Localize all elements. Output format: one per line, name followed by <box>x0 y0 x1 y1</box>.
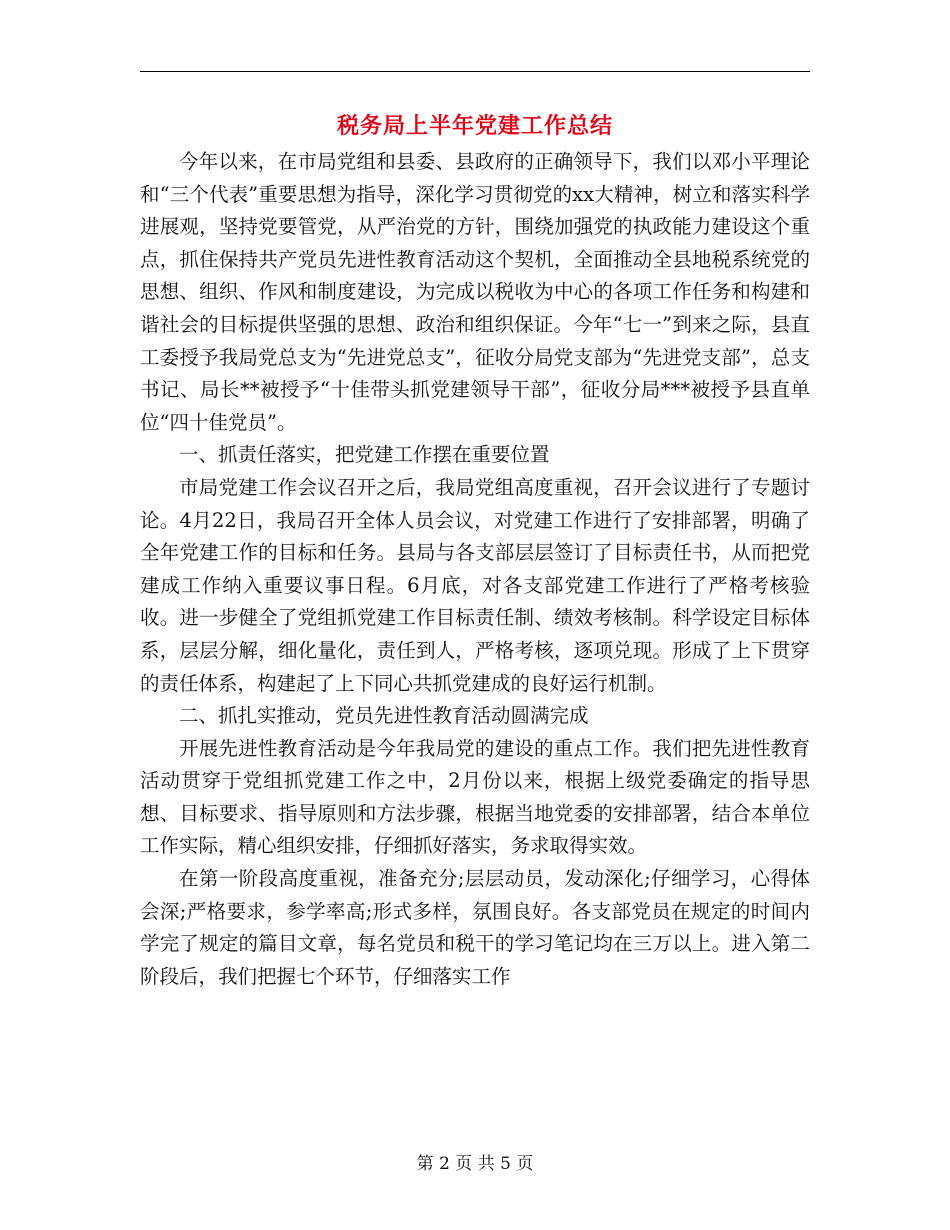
header-rule <box>140 71 810 72</box>
document-body <box>140 146 810 993</box>
section-heading-2: 二、抓扎实推动，党员先进性教育活动圆满完成 <box>179 704 589 728</box>
paragraph-intro: 今年以来，在市局党组和县委、县政府的正确领导下，我们以邓小平理论和“三个代表”重要思想为指导，深化学习贯彻党的xx大精神，树立和落实科学进展观，坚持党要管党，从严治党的方针，围绕加强党的执政能力建设这个重点，抓住保持共产党员先进性教育活动这个契机，全面推动全县地税系统党的思想、组织、作风和制度建设，为完成以税收为中心的各项工作任务和构建和谐社会的目标提供坚强的思想、政治和组织保证。今年“七一”到来之际，县直工委授予我局党总支为“先进党总支”，征收分局党支部为“先进党支部”，总支书记、局长**被授予“十佳带头抓党建领导干部”，征收分局***被授予县直单位“四十佳党员”。 <box>140 150 810 434</box>
page-number-footer: 第 2 页 共 5 页 <box>416 1154 534 1174</box>
paragraph-section-2: 开展先进性教育活动是今年我局党的建设的重点工作。我们把先进性教育活动贯穿于党组抓党建工作之中，2月份以来，根据上级党委确定的指导思想、目标要求、指导原则和方法步骤，根据当地党委的安排部署，结合本单位工作实际，精心组织安排，仔细抓好落实，务求取得实效。 <box>140 736 810 858</box>
document-title: 税务局上半年党建工作总结 <box>336 113 613 139</box>
paragraph-section-1: 市局党建工作会议召开之后，我局党组高度重视，召开会议进行了专题讨论。4月22日，我局召开全体人员会议，对党建工作进行了安排部署，明确了全年党建工作的目标和任务。县局与各支部层层签订了目标责任书，从而把党建成工作纳入重要议事日程。6月底，对各支部党建工作进行了严格考核验收。进一步健全了党组抓党建工作目标责任制、绩效考核制。科学设定目标体系，层层分解，细化量化，责任到人，严格考核，逐项兑现。形成了上下贯穿的责任体系，构建起了上下同心共抓党建成的良好运行机制。 <box>140 475 810 695</box>
paragraph-first-stage: 在第一阶段高度重视，准备充分;层层动员，发动深化;仔细学习，心得体会深;严格要求，参学率高;形式多样，氛围良好。各支部党员在规定的时间内学完了规定的篇目文章，每名党员和税干的学习笔记均在三万以上。进入第二阶段后，我们把握七个环节，仔细落实工作 <box>140 867 810 988</box>
section-heading-1: 一、抓责任落实，把党建工作摆在重要位置 <box>179 443 550 467</box>
